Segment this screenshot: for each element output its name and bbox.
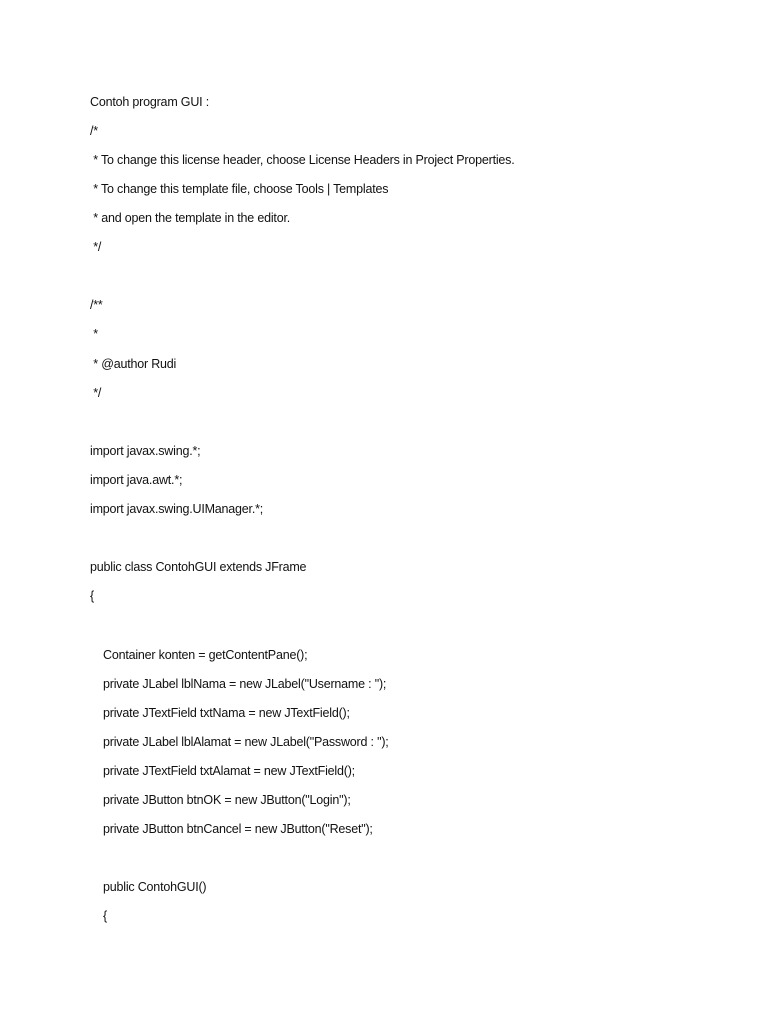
comment-line: /* (90, 124, 98, 138)
import-line: import javax.swing.*; (90, 444, 201, 458)
field-line: private JTextField txtNama = new JTextField(); (103, 706, 350, 720)
comment-line: */ (90, 240, 102, 254)
comment-line: * and open the template in the editor. (90, 211, 290, 225)
import-line: import java.awt.*; (90, 473, 183, 487)
field-line: private JButton btnCancel = new JButton("Reset"); (103, 822, 373, 836)
comment-line: /** (90, 298, 103, 312)
comment-line: * To change this template file, choose Tools | Templates (90, 182, 389, 196)
comment-line: * @author Rudi (90, 357, 177, 371)
import-line: import javax.swing.UIManager.*; (90, 502, 264, 516)
field-line: private JTextField txtAlamat = new JTextField(); (103, 764, 355, 778)
field-line: Container konten = getContentPane(); (103, 648, 308, 662)
constructor-open-brace: { (103, 909, 107, 923)
comment-line: * To change this license header, choose License Headers in Project Properties. (90, 153, 515, 167)
class-open-brace: { (90, 589, 94, 603)
field-line: private JLabel lblAlamat = new JLabel("Password : "); (103, 735, 389, 749)
comment-line: * (90, 327, 98, 341)
document-heading: Contoh program GUI : (90, 95, 209, 109)
field-line: private JLabel lblNama = new JLabel("Username : "); (103, 677, 387, 691)
class-declaration: public class ContohGUI extends JFrame (90, 560, 307, 574)
field-line: private JButton btnOK = new JButton("Login"); (103, 793, 351, 807)
comment-line: */ (90, 386, 102, 400)
constructor-declaration: public ContohGUI() (103, 880, 207, 894)
